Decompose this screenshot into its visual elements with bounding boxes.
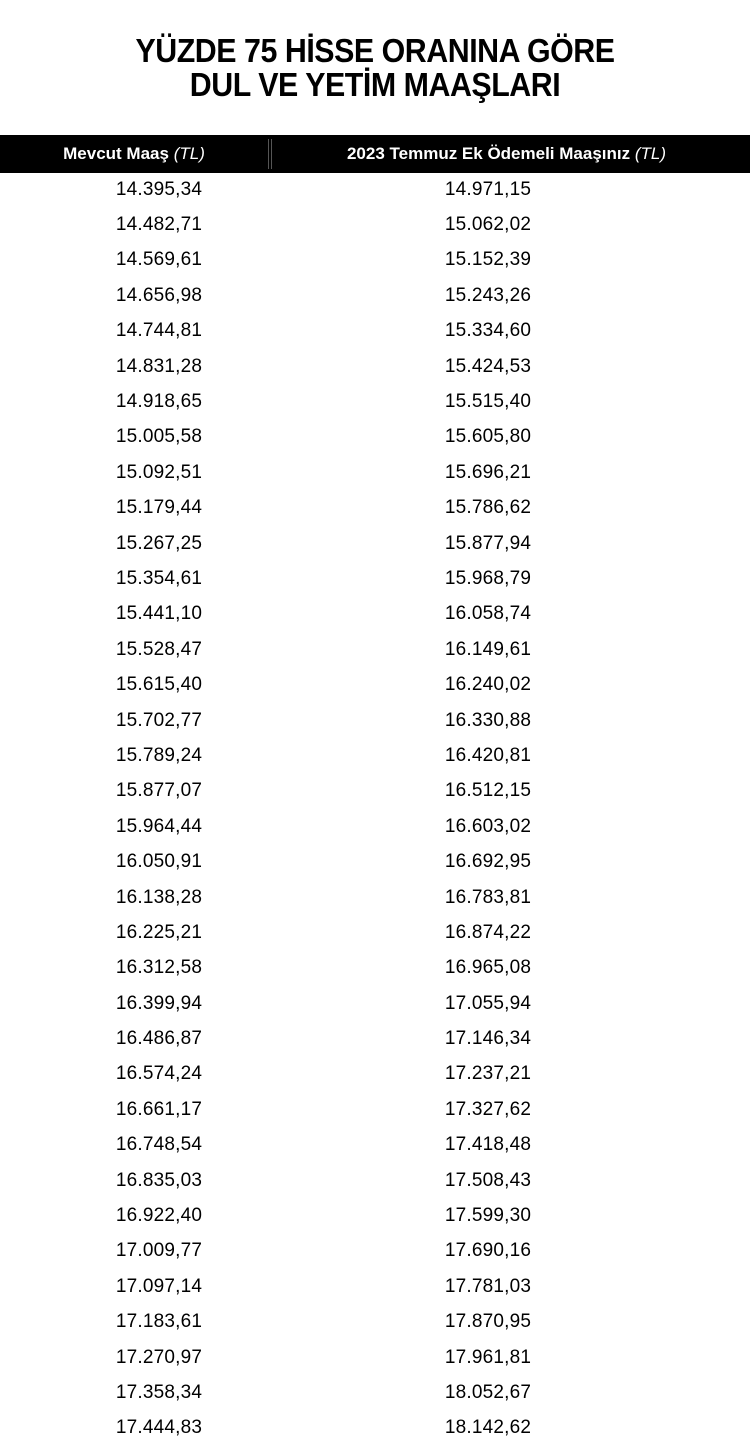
cell-new-salary: 17.418,48 (444, 1134, 532, 1156)
table-row (0, 314, 750, 349)
cell-new-salary: 15.877,94 (444, 532, 532, 554)
table-row (0, 172, 750, 207)
cell-current-salary: 14.918,65 (115, 391, 203, 413)
cell-current-salary: 15.354,61 (115, 567, 203, 589)
cell-new-salary: 17.599,30 (444, 1205, 532, 1227)
table-row (0, 1340, 750, 1375)
cell-current-salary: 16.661,17 (115, 1098, 203, 1120)
table-row (0, 1163, 750, 1198)
table-row (0, 455, 750, 490)
cell-new-salary: 15.786,62 (444, 497, 532, 519)
cell-current-salary: 15.877,07 (115, 780, 203, 802)
table-row (0, 1411, 750, 1446)
cell-new-salary: 17.327,62 (444, 1098, 532, 1120)
cell-current-salary: 16.138,28 (115, 886, 203, 908)
cell-current-salary: 16.050,91 (115, 851, 203, 873)
table-row (0, 1234, 750, 1269)
cell-new-salary: 15.424,53 (444, 355, 532, 377)
table-row (0, 667, 750, 702)
cell-current-salary: 15.789,24 (115, 744, 203, 766)
cell-new-salary: 16.420,81 (444, 744, 532, 766)
cell-new-salary: 15.334,60 (444, 320, 532, 342)
table-row (0, 420, 750, 455)
table-row (0, 809, 750, 844)
cell-new-salary: 17.508,43 (444, 1169, 532, 1191)
table-row (0, 880, 750, 915)
table-row (0, 1305, 750, 1340)
header-current-salary (0, 144, 268, 164)
table-header (0, 135, 750, 173)
cell-current-salary: 17.097,14 (115, 1275, 203, 1297)
cell-new-salary: 16.874,22 (444, 921, 532, 943)
cell-current-salary: 17.183,61 (115, 1311, 203, 1333)
cell-new-salary: 17.237,21 (444, 1063, 532, 1085)
cell-current-salary: 17.358,34 (115, 1381, 203, 1403)
cell-new-salary: 16.692,95 (444, 851, 532, 873)
cell-new-salary: 17.961,81 (444, 1346, 532, 1368)
table-row (0, 703, 750, 738)
cell-current-salary: 16.486,87 (115, 1028, 203, 1050)
cell-current-salary: 15.267,25 (115, 532, 203, 554)
cell-current-salary: 14.656,98 (115, 284, 203, 306)
cell-new-salary: 15.515,40 (444, 391, 532, 413)
cell-current-salary: 17.270,97 (115, 1346, 203, 1368)
cell-new-salary: 16.058,74 (444, 603, 532, 625)
cell-new-salary: 17.690,16 (444, 1240, 532, 1262)
table-row (0, 349, 750, 384)
header-new-salary-unit: (TL) (634, 144, 667, 163)
title-line-2: DUL VE YETİM MAAŞLARI (189, 66, 561, 103)
cell-current-salary: 15.615,40 (115, 674, 203, 696)
table-row (0, 597, 750, 632)
table-row (0, 1198, 750, 1233)
cell-current-salary: 15.528,47 (115, 638, 203, 660)
cell-new-salary: 16.240,02 (444, 674, 532, 696)
cell-new-salary: 15.605,80 (444, 426, 532, 448)
header-new-salary-label: 2023 Temmuz Ek Ödemeli Maaşınız (346, 144, 631, 163)
cell-new-salary: 15.696,21 (444, 461, 532, 483)
cell-new-salary: 15.062,02 (444, 214, 532, 236)
cell-current-salary: 14.831,28 (115, 355, 203, 377)
table-row (0, 526, 750, 561)
table-row (0, 1269, 750, 1304)
cell-current-salary: 14.744,81 (115, 320, 203, 342)
cell-current-salary: 15.441,10 (115, 603, 203, 625)
cell-new-salary: 18.142,62 (444, 1417, 532, 1439)
table-row (0, 243, 750, 278)
cell-new-salary: 17.870,95 (444, 1311, 532, 1333)
cell-current-salary: 16.574,24 (115, 1063, 203, 1085)
table-row (0, 207, 750, 242)
table-row (0, 738, 750, 773)
cell-current-salary: 17.009,77 (115, 1240, 203, 1262)
cell-new-salary: 16.149,61 (444, 638, 532, 660)
cell-new-salary: 15.243,26 (444, 284, 532, 306)
cell-new-salary: 16.603,02 (444, 815, 532, 837)
title-line-1: YÜZDE 75 HİSSE ORANINA GÖRE (135, 32, 615, 69)
table-row (0, 278, 750, 313)
table-row (0, 1057, 750, 1092)
header-current-salary-label: Mevcut Maaş (63, 144, 169, 163)
cell-new-salary: 15.152,39 (444, 249, 532, 271)
cell-new-salary: 14.971,15 (444, 178, 532, 200)
table-row (0, 384, 750, 419)
table-row (0, 986, 750, 1021)
cell-current-salary: 16.835,03 (115, 1169, 203, 1191)
cell-new-salary: 16.965,08 (444, 957, 532, 979)
cell-current-salary: 15.092,51 (115, 461, 203, 483)
header-new-salary (273, 144, 750, 164)
table-row (0, 1375, 750, 1410)
cell-current-salary: 17.444,83 (115, 1417, 203, 1439)
cell-current-salary: 15.964,44 (115, 815, 203, 837)
table-row (0, 561, 750, 596)
page-title (30, 34, 720, 102)
table-row (0, 1092, 750, 1127)
cell-current-salary: 15.179,44 (115, 497, 203, 519)
cell-current-salary: 16.312,58 (115, 957, 203, 979)
cell-new-salary: 17.055,94 (444, 992, 532, 1014)
cell-new-salary: 18.052,67 (444, 1381, 532, 1403)
table-row (0, 1128, 750, 1163)
cell-current-salary: 16.922,40 (115, 1205, 203, 1227)
cell-new-salary: 16.330,88 (444, 709, 532, 731)
cell-new-salary: 16.783,81 (444, 886, 532, 908)
cell-current-salary: 14.395,34 (115, 178, 203, 200)
cell-current-salary: 16.225,21 (115, 921, 203, 943)
table-row (0, 632, 750, 667)
table-body (0, 172, 750, 1446)
cell-current-salary: 14.482,71 (115, 214, 203, 236)
table-row (0, 491, 750, 526)
cell-new-salary: 17.781,03 (444, 1275, 532, 1297)
cell-new-salary: 15.968,79 (444, 567, 532, 589)
table-row (0, 844, 750, 879)
cell-current-salary: 16.748,54 (115, 1134, 203, 1156)
cell-current-salary: 15.005,58 (115, 426, 203, 448)
table-row (0, 951, 750, 986)
cell-new-salary: 17.146,34 (444, 1028, 532, 1050)
cell-current-salary: 15.702,77 (115, 709, 203, 731)
header-current-salary-unit: (TL) (173, 144, 205, 163)
table-row (0, 774, 750, 809)
table-row (0, 1021, 750, 1056)
cell-current-salary: 14.569,61 (115, 249, 203, 271)
cell-new-salary: 16.512,15 (444, 780, 532, 802)
table-row (0, 915, 750, 950)
cell-current-salary: 16.399,94 (115, 992, 203, 1014)
